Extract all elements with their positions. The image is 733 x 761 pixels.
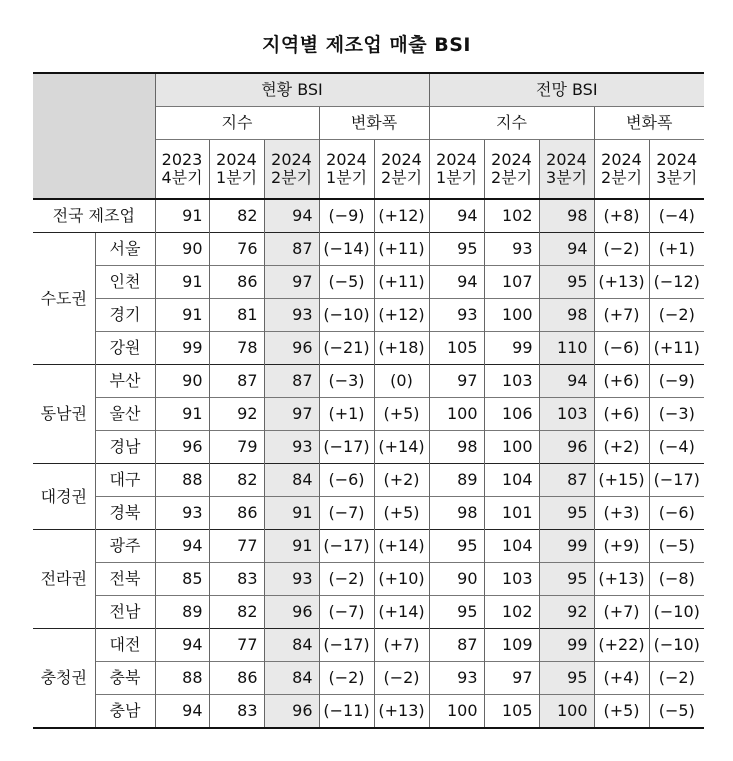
table-row (33, 530, 704, 563)
national-row (33, 199, 704, 233)
period-header (484, 140, 539, 200)
value-cell: 91 (155, 266, 209, 299)
value-cell: (+15) (594, 464, 649, 497)
value-cell: (0) (374, 365, 429, 398)
value-cell: 79 (209, 431, 264, 464)
table-row (33, 695, 704, 729)
region-label: 전라권 (33, 530, 95, 629)
value-cell: (+5) (374, 497, 429, 530)
period-quarter: 2분기 (490, 168, 533, 187)
value-cell: (−2) (649, 662, 704, 695)
value-cell: 93 (264, 299, 319, 332)
value-cell: 94 (429, 199, 484, 233)
table-row (33, 233, 704, 266)
subregion-label: 경북 (95, 497, 155, 530)
region-label: 수도권 (33, 233, 95, 365)
table-row (33, 464, 704, 497)
period-header (429, 140, 484, 200)
value-cell: (+1) (649, 233, 704, 266)
value-cell: (+11) (374, 233, 429, 266)
value-cell: 91 (155, 199, 209, 233)
value-cell: (+14) (374, 431, 429, 464)
period-quarter: 1분기 (215, 168, 258, 187)
value-cell: (+14) (374, 530, 429, 563)
value-cell: 94 (539, 365, 594, 398)
value-cell: 110 (539, 332, 594, 365)
value-cell: 107 (484, 266, 539, 299)
value-cell: 95 (539, 497, 594, 530)
value-cell: (+3) (594, 497, 649, 530)
value-cell: (−17) (649, 464, 704, 497)
value-cell: 88 (155, 662, 209, 695)
subregion-label: 서울 (95, 233, 155, 266)
value-cell: (+5) (374, 398, 429, 431)
subregion-label: 울산 (95, 398, 155, 431)
value-cell: (+4) (594, 662, 649, 695)
value-cell: (−5) (649, 530, 704, 563)
value-cell: (−2) (649, 299, 704, 332)
value-cell: (−9) (319, 199, 374, 233)
value-cell: (−7) (319, 596, 374, 629)
value-cell: 95 (539, 266, 594, 299)
value-cell: (+9) (594, 530, 649, 563)
value-cell: 92 (209, 398, 264, 431)
region-label: 충청권 (33, 629, 95, 729)
value-cell: 90 (155, 365, 209, 398)
value-cell: (−2) (374, 662, 429, 695)
period-header (209, 140, 264, 200)
period-year: 2024 (326, 150, 367, 169)
table-row (33, 299, 704, 332)
subregion-label: 경기 (95, 299, 155, 332)
subregion-label: 전북 (95, 563, 155, 596)
value-cell: (+7) (594, 596, 649, 629)
period-year: 2024 (546, 150, 587, 169)
subregion-label: 대전 (95, 629, 155, 662)
value-cell: 100 (484, 299, 539, 332)
outlook-index-header: 지수 (429, 107, 594, 140)
value-cell: (+2) (374, 464, 429, 497)
value-cell: 100 (429, 398, 484, 431)
value-cell: 104 (484, 464, 539, 497)
value-cell: 100 (484, 431, 539, 464)
period-year: 2024 (436, 150, 477, 169)
value-cell: 93 (264, 431, 319, 464)
value-cell: 84 (264, 662, 319, 695)
value-cell: 93 (264, 563, 319, 596)
value-cell: 106 (484, 398, 539, 431)
value-cell: 77 (209, 629, 264, 662)
value-cell: 98 (429, 431, 484, 464)
outlook-change-header: 변화폭 (594, 107, 704, 140)
value-cell: 89 (155, 596, 209, 629)
value-cell: (−6) (649, 497, 704, 530)
value-cell: (+7) (374, 629, 429, 662)
value-cell: (+13) (374, 695, 429, 729)
value-cell: 82 (209, 199, 264, 233)
value-cell: (−3) (319, 365, 374, 398)
value-cell: 83 (209, 695, 264, 729)
value-cell: (−11) (319, 695, 374, 729)
value-cell: 97 (264, 398, 319, 431)
period-year: 2023 (161, 150, 203, 169)
value-cell: 99 (539, 629, 594, 662)
value-cell: (−10) (649, 596, 704, 629)
value-cell: (+6) (594, 398, 649, 431)
value-cell: 82 (209, 464, 264, 497)
table-row (33, 332, 704, 365)
outlook-bsi-header: 전망 BSI (429, 73, 704, 107)
value-cell: 102 (484, 199, 539, 233)
period-quarter: 1분기 (435, 168, 478, 187)
period-header (594, 140, 649, 200)
value-cell: 99 (484, 332, 539, 365)
value-cell: 87 (209, 365, 264, 398)
value-cell: (−4) (649, 431, 704, 464)
current-bsi-header: 현황 BSI (155, 73, 429, 107)
value-cell: (−17) (319, 530, 374, 563)
subregion-label: 부산 (95, 365, 155, 398)
table-row (33, 596, 704, 629)
value-cell: 81 (209, 299, 264, 332)
table-row (33, 431, 704, 464)
period-quarter: 4분기 (161, 168, 203, 187)
value-cell: (+13) (594, 266, 649, 299)
period-header (319, 140, 374, 200)
period-quarter: 3분기 (545, 168, 588, 187)
table-row (33, 629, 704, 662)
region-label: 동남권 (33, 365, 95, 464)
value-cell: 94 (155, 629, 209, 662)
value-cell: 91 (155, 398, 209, 431)
period-quarter: 3분기 (656, 168, 698, 187)
value-cell: 102 (484, 596, 539, 629)
value-cell: 95 (429, 530, 484, 563)
value-cell: 76 (209, 233, 264, 266)
period-quarter: 2분기 (600, 168, 643, 187)
value-cell: (−9) (649, 365, 704, 398)
value-cell: (+1) (319, 398, 374, 431)
value-cell: 97 (484, 662, 539, 695)
value-cell: (−6) (594, 332, 649, 365)
value-cell: 86 (209, 662, 264, 695)
value-cell: 85 (155, 563, 209, 596)
value-cell: 95 (539, 662, 594, 695)
value-cell: 95 (429, 233, 484, 266)
value-cell: 96 (264, 332, 319, 365)
period-year: 2024 (656, 150, 698, 169)
value-cell: (−17) (319, 629, 374, 662)
value-cell: 103 (539, 398, 594, 431)
value-cell: (+6) (594, 365, 649, 398)
value-cell: 94 (539, 233, 594, 266)
value-cell: 103 (484, 365, 539, 398)
value-cell: (+7) (594, 299, 649, 332)
value-cell: 84 (264, 629, 319, 662)
bsi-table (33, 72, 704, 729)
period-header (155, 140, 209, 200)
value-cell: (+12) (374, 299, 429, 332)
value-cell: 87 (539, 464, 594, 497)
region-label: 대경권 (33, 464, 95, 530)
value-cell: 86 (209, 497, 264, 530)
value-cell: 77 (209, 530, 264, 563)
period-year: 2024 (381, 150, 422, 169)
period-quarter: 1분기 (325, 168, 368, 187)
value-cell: (+8) (594, 199, 649, 233)
value-cell: 83 (209, 563, 264, 596)
value-cell: (−10) (649, 629, 704, 662)
value-cell: 88 (155, 464, 209, 497)
value-cell: 96 (264, 695, 319, 729)
value-cell: (+13) (594, 563, 649, 596)
value-cell: 90 (155, 233, 209, 266)
period-year: 2024 (601, 150, 642, 169)
current-change-header: 변화폭 (319, 107, 429, 140)
value-cell: 87 (264, 365, 319, 398)
table-row (33, 563, 704, 596)
value-cell: (−21) (319, 332, 374, 365)
value-cell: (−5) (319, 266, 374, 299)
value-cell: 97 (429, 365, 484, 398)
value-cell: 105 (484, 695, 539, 729)
value-cell: 95 (539, 563, 594, 596)
value-cell: 87 (264, 233, 319, 266)
table-row (33, 266, 704, 299)
value-cell: 93 (484, 233, 539, 266)
value-cell: 105 (429, 332, 484, 365)
value-cell: 93 (155, 497, 209, 530)
table-row (33, 398, 704, 431)
value-cell: (−6) (319, 464, 374, 497)
value-cell: 92 (539, 596, 594, 629)
value-cell: (+2) (594, 431, 649, 464)
value-cell: 89 (429, 464, 484, 497)
value-cell: (−4) (649, 199, 704, 233)
value-cell: 87 (429, 629, 484, 662)
period-year: 2024 (216, 150, 257, 169)
period-quarter: 2분기 (270, 168, 313, 187)
period-header (539, 140, 594, 200)
value-cell: 98 (539, 199, 594, 233)
value-cell: 90 (429, 563, 484, 596)
value-cell: 94 (264, 199, 319, 233)
value-cell: (−17) (319, 431, 374, 464)
value-cell: (+5) (594, 695, 649, 729)
value-cell: 86 (209, 266, 264, 299)
value-cell: (+10) (374, 563, 429, 596)
value-cell: 99 (155, 332, 209, 365)
value-cell: 96 (155, 431, 209, 464)
subregion-label: 경남 (95, 431, 155, 464)
subregion-label: 인천 (95, 266, 155, 299)
value-cell: (+11) (374, 266, 429, 299)
value-cell: 84 (264, 464, 319, 497)
value-cell: 103 (484, 563, 539, 596)
value-cell: (+22) (594, 629, 649, 662)
value-cell: (−3) (649, 398, 704, 431)
value-cell: 93 (429, 299, 484, 332)
subregion-label: 충북 (95, 662, 155, 695)
value-cell: 93 (429, 662, 484, 695)
value-cell: (+11) (649, 332, 704, 365)
value-cell: 104 (484, 530, 539, 563)
table-row (33, 662, 704, 695)
value-cell: (−2) (594, 233, 649, 266)
value-cell: 94 (155, 530, 209, 563)
value-cell: 99 (539, 530, 594, 563)
corner-cell (33, 73, 155, 199)
value-cell: (+14) (374, 596, 429, 629)
value-cell: (+18) (374, 332, 429, 365)
value-cell: 109 (484, 629, 539, 662)
value-cell: (−10) (319, 299, 374, 332)
value-cell: (−5) (649, 695, 704, 729)
value-cell: 94 (155, 695, 209, 729)
value-cell: 98 (429, 497, 484, 530)
national-label: 전국 제조업 (33, 199, 155, 233)
value-cell: 101 (484, 497, 539, 530)
value-cell: 91 (264, 497, 319, 530)
table-title: 지역별 제조업 매출 BSI (262, 34, 471, 56)
value-cell: 98 (539, 299, 594, 332)
value-cell: 94 (429, 266, 484, 299)
subregion-label: 광주 (95, 530, 155, 563)
period-quarter: 2분기 (380, 168, 423, 187)
value-cell: 97 (264, 266, 319, 299)
value-cell: 96 (539, 431, 594, 464)
period-header (374, 140, 429, 200)
period-header (649, 140, 704, 200)
value-cell: 78 (209, 332, 264, 365)
value-cell: (+12) (374, 199, 429, 233)
subregion-label: 대구 (95, 464, 155, 497)
subregion-label: 강원 (95, 332, 155, 365)
table-row (33, 365, 704, 398)
value-cell: (−14) (319, 233, 374, 266)
value-cell: (−2) (319, 662, 374, 695)
value-cell: 91 (264, 530, 319, 563)
current-index-header: 지수 (155, 107, 319, 140)
value-cell: 100 (539, 695, 594, 729)
subregion-label: 충남 (95, 695, 155, 729)
table-row (33, 497, 704, 530)
value-cell: 82 (209, 596, 264, 629)
period-year: 2024 (271, 150, 312, 169)
value-cell: (−12) (649, 266, 704, 299)
value-cell: 95 (429, 596, 484, 629)
period-header (264, 140, 319, 200)
value-cell: (−7) (319, 497, 374, 530)
subregion-label: 전남 (95, 596, 155, 629)
value-cell: 91 (155, 299, 209, 332)
value-cell: (−8) (649, 563, 704, 596)
period-year: 2024 (491, 150, 532, 169)
value-cell: (−2) (319, 563, 374, 596)
value-cell: 100 (429, 695, 484, 729)
value-cell: 96 (264, 596, 319, 629)
